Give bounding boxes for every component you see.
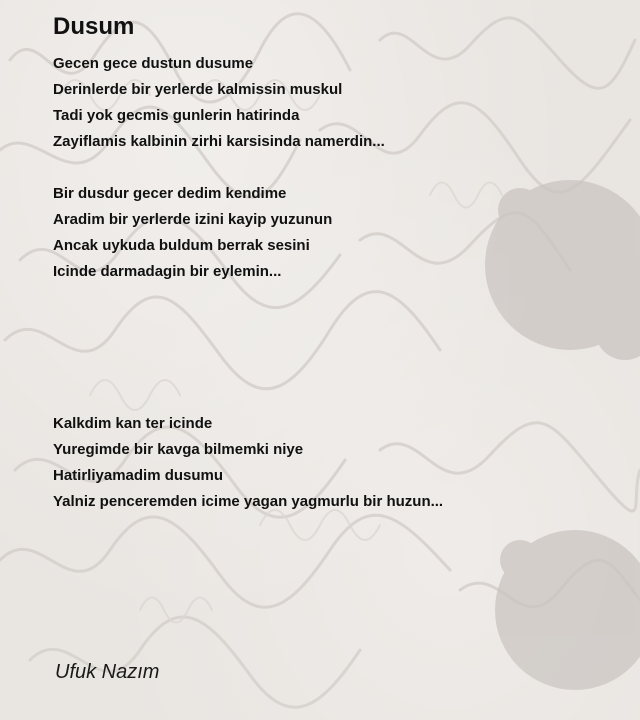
poem-stanza-3 <box>53 411 443 515</box>
poem-line: Ancak uykuda buldum berrak sesini <box>53 237 310 254</box>
poem-line: Yuregimde bir kavga bilmemki niye <box>53 441 304 458</box>
poem-line: Zayiflamis kalbinin zirhi karsisinda namerdin... <box>53 133 385 150</box>
poem-line: Bir dusdur gecer dedim kendime <box>53 185 287 202</box>
poem-line: Derinlerde bir yerlerde kalmissin muskul <box>53 81 343 98</box>
poem-line: Tadi yok gecmis gunlerin hatirinda <box>53 107 300 124</box>
poem-stanza-1 <box>53 51 385 155</box>
poem-author: Ufuk Nazım <box>55 661 160 683</box>
poem-line: Yalniz penceremden icime yagan yagmurlu bir huzun... <box>53 493 444 510</box>
poem-line: Kalkdim kan ter icinde <box>53 415 213 432</box>
poem-line: Aradim bir yerlerde izini kayip yuzunun <box>53 211 333 228</box>
poem-line: Gecen gece dustun dusume <box>53 55 254 72</box>
ink-blot-top <box>485 180 640 360</box>
ink-blot-bottom <box>495 530 640 690</box>
poem-line: Icinde darmadagin bir eylemin... <box>53 263 282 280</box>
poem-line: Hatirliyamadim dusumu <box>53 467 224 484</box>
poem-stanza-2 <box>53 181 332 285</box>
poem-title: Dusum <box>53 13 135 40</box>
